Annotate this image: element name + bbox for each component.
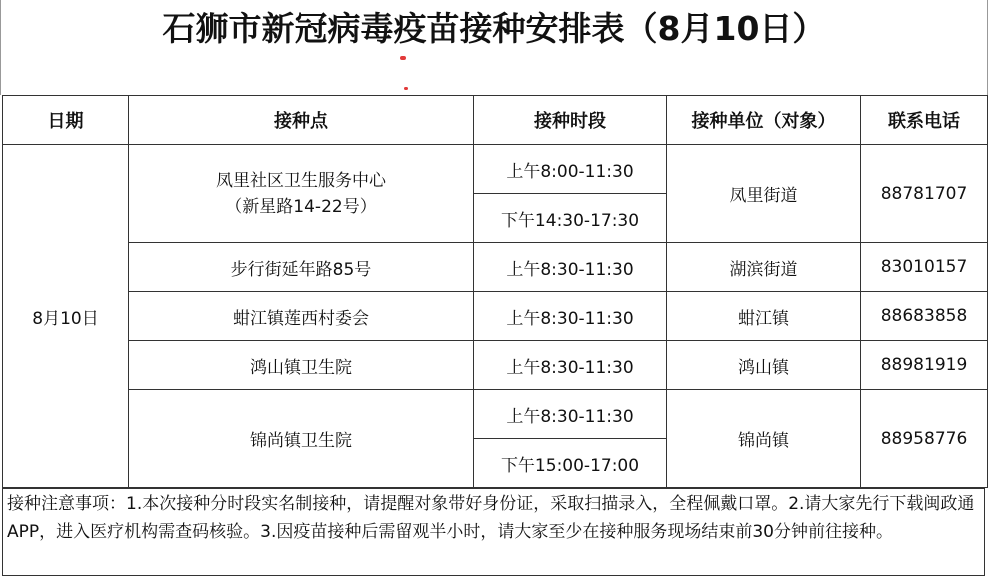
site-name: 凤里社区卫生服务中心: [216, 170, 386, 191]
table-row: [3, 341, 988, 390]
unit-cell: 鸿山镇: [667, 341, 861, 390]
time-slot-cell: 上午8:30-11:30: [474, 243, 667, 292]
site-cell: 锦尚镇卫生院: [129, 390, 474, 488]
site-cell: 鸿山镇卫生院: [129, 341, 474, 390]
site-cell: 步行街延年路85号: [129, 243, 474, 292]
time-slot-cell: 上午8:30-11:30: [474, 341, 667, 390]
unit-cell: 锦尚镇: [667, 390, 861, 488]
site-cell: 蚶江镇莲西村委会: [129, 292, 474, 341]
time-slot-cell: 下午14:30-17:30: [474, 194, 667, 243]
schedule-table: [2, 95, 988, 488]
header-unit: 接种单位（对象）: [667, 96, 861, 145]
phone-cell: 88781707: [861, 145, 988, 243]
date-cell: 8月10日: [3, 145, 129, 488]
header-time: 接种时段: [474, 96, 667, 145]
red-mark: [400, 56, 406, 60]
unit-cell: 蚶江镇: [667, 292, 861, 341]
header-phone: 联系电话: [861, 96, 988, 145]
time-slot-cell: 下午15:00-17:00: [474, 439, 667, 488]
table-header-row: [3, 96, 988, 145]
vaccination-notes: 接种注意事项：1.本次接种分时段实名制接种，请提醒对象带好身份证，采取扫描录入，全程佩戴口罩。2.请大家先行下载闽政通APP，进入医疗机构需查码核验。3.因疫苗接种后需留观半小时，请大家至少在接种服务现场结束前30分钟前往接种。: [2, 488, 985, 576]
red-mark: [404, 87, 408, 90]
page-title: 石狮市新冠病毒疫苗接种安排表（8月10日）: [162, 9, 826, 48]
header-date: 日期: [3, 96, 129, 145]
time-slot-cell: 上午8:00-11:30: [474, 145, 667, 194]
header-site: 接种点: [129, 96, 474, 145]
phone-cell: 88958776: [861, 390, 988, 488]
phone-cell: 88683858: [861, 292, 988, 341]
table-row: [3, 292, 988, 341]
unit-cell: 凤里街道: [667, 145, 861, 243]
site-address: （新星路14-22号）: [225, 196, 377, 217]
time-slot-cell: 上午8:30-11:30: [474, 390, 667, 439]
phone-cell: 88981919: [861, 341, 988, 390]
table-row: [3, 243, 988, 292]
table-row: [3, 145, 988, 194]
site-cell: [129, 145, 474, 243]
table-row: [3, 390, 988, 439]
unit-cell: 湖滨街道: [667, 243, 861, 292]
time-slot-cell: 上午8:30-11:30: [474, 292, 667, 341]
phone-cell: 83010157: [861, 243, 988, 292]
